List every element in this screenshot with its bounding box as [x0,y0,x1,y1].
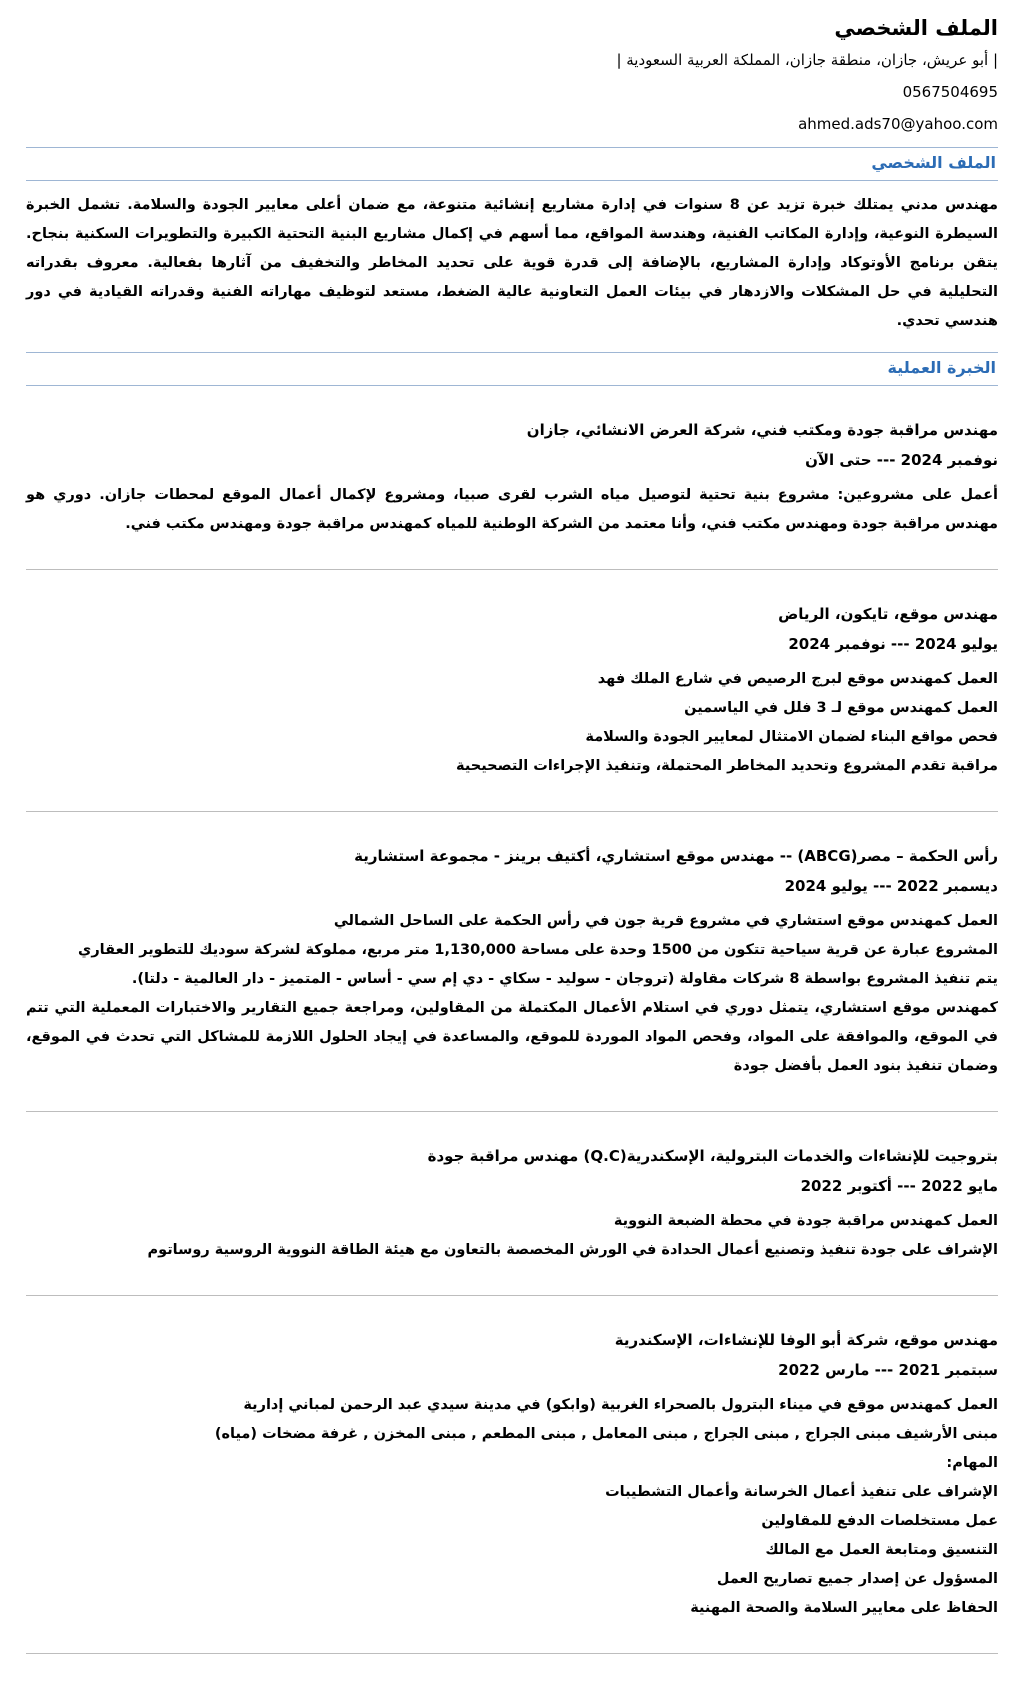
job-entry-1 [26,418,998,539]
job-title: رأس الحكمة – مصر(ABCG) -- مهندس موقع استشاري، أكتيف برينز - مجموعة استشارية [354,847,998,865]
job-description-line: كمهندس موقع استشاري، يتمثل دوري في استلام الأعمال المكتملة من المقاولين، ومراجعة جميع التقارير والاختبارات المعملية التي تتم في الموقع، والموافقة على المواد، وفحص المواد الموردة للموقع، والمساعدة في إيجاد الحلول اللازمة للمشاكل التي تحدث في الموقع، وضمان تنفيذ بنود العمل بأفضل جودة [26,1000,998,1074]
job-dates: مايو 2022 --- أكتوبر 2022 [800,1177,998,1195]
section-header-experience [26,352,998,386]
job-description-line: عمل مستخلصات الدفع للمقاولين [761,1513,998,1529]
job-description-line: يتم تنفيذ المشروع بواسطة 8 شركات مقاولة (تروجان - سوليد - سكاي - دي إم سي - أساس - المتميز - دار العالمية - دلتا). [131,971,998,987]
job-separator [26,569,998,570]
contact-header [26,16,998,135]
section-header-profile [26,147,998,181]
job-title: بتروجيت للإنشاءات والخدمات البترولية، الإسكندرية(Q.C) مهندس مراقبة جودة [427,1147,998,1165]
job-separator [26,1295,998,1296]
job-title: مهندس مراقبة جودة ومكتب فني، شركة العرض الانشائي، جازان [526,421,998,439]
section-title-experience: الخبرة العملية [887,358,996,377]
job-separator [26,1111,998,1112]
job-dates: نوفمبر 2024 --- حتى الآن [805,451,998,469]
contact-phone: 0567504695 [902,83,998,101]
job-description-line: العمل كمهندس موقع في ميناء البترول بالصحراء الغربية (وابكو) في مدينة سيدي عبد الرحمن لمباني إدارية [243,1397,998,1413]
job-description-line: العمل كمهندس موقع استشاري في مشروع قرية جون في رأس الحكمة على الساحل الشمالي [333,913,998,929]
job-description-line: الإشراف على تنفيذ أعمال الخرسانة وأعمال التشطيبات [605,1484,998,1500]
job-dates: ديسمبر 2022 --- يوليو 2024 [784,877,998,895]
job-entry-4 [26,1144,998,1265]
page-title: الملف الشخصي [834,16,998,40]
job-description-line: المهام: [946,1455,998,1471]
job-description-line: العمل كمهندس مراقبة جودة في محطة الضبعة النووية [613,1213,998,1229]
job-description-line: المشروع عبارة عن قرية سياحية تتكون من 1500 وحدة على مساحة 1,130,000 متر مربع، مملوكة لشركة سوديك للتطوير العقاري [78,942,998,958]
job-description-line: فحص مواقع البناء لضمان الامتثال لمعايير الجودة والسلامة [585,729,998,745]
job-description-line: العمل كمهندس موقع لـ 3 فلل في الياسمين [684,700,998,716]
job-separator [26,811,998,812]
job-entry-2 [26,602,998,781]
job-entry-5 [26,1328,998,1623]
job-dates: يوليو 2024 --- نوفمبر 2024 [788,635,998,653]
contact-location: | أبو عريش، جازان، منطقة جازان، المملكة العربية السعودية | [616,51,998,69]
job-description-line: مراقبة تقدم المشروع وتحديد المخاطر المحتملة، وتنفيذ الإجراءات التصحيحية [456,758,998,774]
section-title-profile: الملف الشخصي [871,153,996,172]
job-description-line: أعمل على مشروعين: مشروع بنية تحتية لتوصيل مياه الشرب لقرى صبيا، ومشروع لإكمال أعمال الموقع لمحطات جازان. دوري هو مهندس مراقبة جودة ومهندس مكتب فني، وأنا معتمد من الشركة الوطنية للمياه كمهندس مراقبة جودة ومهندس مكتب فني. [26,487,998,532]
job-description-line: مبنى الأرشيف مبنى الجراج , مبنى الجراج , مبنى المعامل , مبنى المطعم , مبنى المخزن , غرفة مضخات (مياه) [214,1426,998,1442]
job-description-line: الحفاظ على معايير السلامة والصحة المهنية [690,1600,998,1616]
job-description-line: العمل كمهندس موقع لبرج الرصيص في شارع الملك فهد [597,671,998,687]
job-description-line: الإشراف على جودة تنفيذ وتصنيع أعمال الحدادة في الورش المخصصة بالتعاون مع هيئة الطاقة النووية الروسية روساتوم [147,1242,998,1258]
job-description-line: المسؤول عن إصدار جميع تصاريح العمل [716,1571,998,1587]
job-dates: سبتمبر 2021 --- مارس 2022 [778,1361,998,1379]
job-description-line: التنسيق ومتابعة العمل مع المالك [765,1542,998,1558]
contact-email: ahmed.ads70@yahoo.com [798,115,998,133]
job-separator [26,1653,998,1654]
profile-summary: مهندس مدني يمتلك خبرة تزيد عن 8 سنوات في إدارة مشاريع إنشائية متنوعة، مع ضمان أعلى معايير الجودة والسلامة. تشمل الخبرة السيطرة النوعية، وإدارة المكاتب الفنية، وهندسة المواقع، مما أسهم في إكمال مشاريع البنية التحتية الكبيرة والتطويرات السكنية بنجاح. يتقن برنامج الأوتوكاد وإدارة المشاريع، بالإضافة إلى قدرة قوية على تحديد المخاطر والتخفيف من آثارها بفعالية. معروف بقدراته التحليلية في حل المشكلات والازدهار في بيئات العمل التعاونية عالية الضغط، مستعد لتوظيف مهاراته الفنية وقدراته القيادية في دور هندسي تحدي. [26,197,998,329]
job-title: مهندس موقع، تايكون، الرياض [778,605,998,623]
job-title: مهندس موقع، شركة أبو الوفا للإنشاءات، الإسكندرية [614,1331,998,1349]
job-entry-3 [26,844,998,1081]
